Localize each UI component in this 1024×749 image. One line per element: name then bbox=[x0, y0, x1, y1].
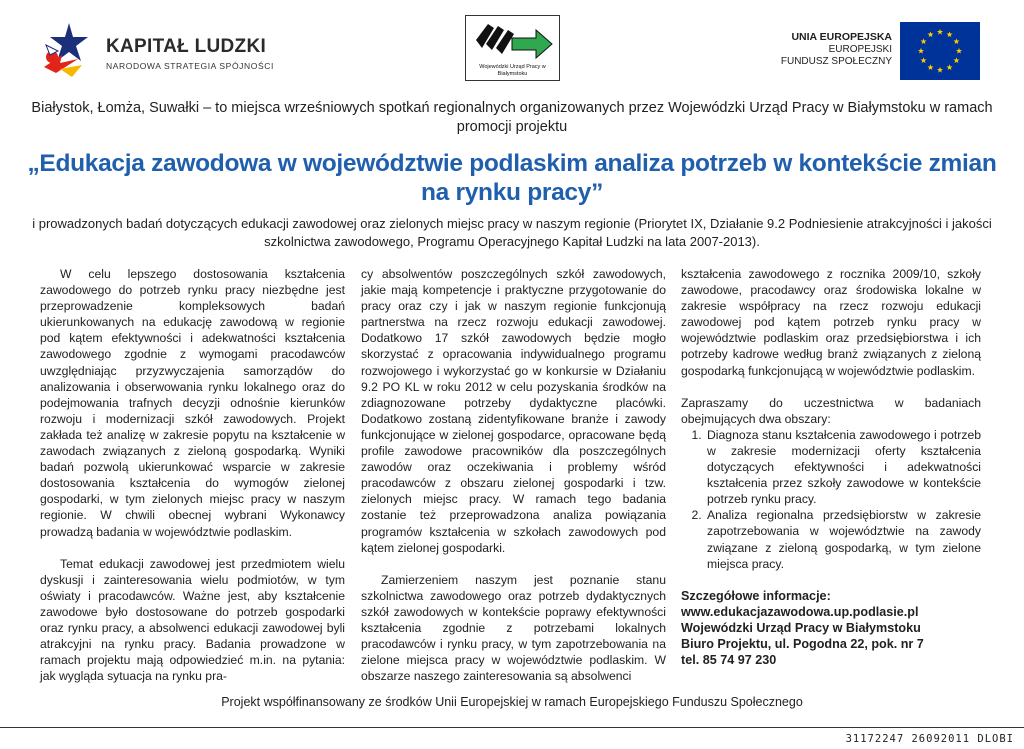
paragraph: cy absolwentów poszczególnych szkół zawodowych, jakie mają kompetencje i praktyczne przygotowanie do pracy oraz czy i jak w naszym regionie funkcjonują partnerstwa na rzecz rozwoju edukacji zawodowej. Dodatkowo 17 szkół zawodowych będzie mogło skorzystać z opracowania indywidualnego programu rozwojowego i wykorzystać go w konkursie w Działaniu 9.2 PO KL w roku 2012 w celu pozyskania środków na zdiagnozowane potrzeby dydaktyczne placówki. Dodatkowo zostaną zidentyfikowane branże i zawody funkcjonujące w zielonej gospodarce, opracowane będą profile zawodowe pracowników dla poszczególnych zawodów oraz oczekiwania i problemy wśród pracodawców z obszaru zielonej gospodarki i tzw. zielonych miejsc pracy. W ramach tego badania zostanie też przeprowadzona analiza powiązania programów kształcenia w szkołach zawodowych pod kątem zielonej gospodarki. bbox=[361, 267, 666, 555]
article-column-1 bbox=[40, 266, 345, 684]
contact-website-link[interactable]: www.edukacjazawodowa.up.podlasie.pl bbox=[681, 604, 919, 619]
research-areas-list bbox=[681, 427, 981, 572]
wup-logo bbox=[465, 15, 560, 81]
paragraph: Zapraszamy do uczestnictwa w badaniach obejmujących dwa obszary: bbox=[681, 395, 981, 426]
kapital-ludzki-subtitle: NARODOWA STRATEGIA SPÓJNOŚCI bbox=[106, 61, 274, 71]
list-item: 1. Diagnoza stanu kształcenia zawodowego i potrzeb w zakresie modernizacji oferty kształcenia dotyczących efektywności i adekwatności kształcenia przez szkoły zawodowe w kontekście potrzeb rynku pracy. bbox=[705, 427, 981, 507]
headline: „Edukacja zawodowa w województwie podlaskim analiza potrzeb w kontekście zmian na rynku pracy” bbox=[27, 150, 997, 206]
eu-logo-text bbox=[781, 31, 892, 69]
contact-address: Biuro Projektu, ul. Pogodna 22, pok. nr 7 bbox=[681, 636, 924, 651]
contact-organization: Wojewódzki Urząd Pracy w Białymstoku bbox=[681, 620, 921, 635]
contact-phone: tel. 85 74 97 230 bbox=[681, 652, 777, 667]
publication-code: 31172247 26092011 DLOBI bbox=[845, 733, 1014, 745]
eu-logo-line3: FUNDUSZ SPOŁECZNY bbox=[780, 56, 892, 67]
eu-flag-icon bbox=[900, 22, 980, 80]
contact-info bbox=[681, 588, 981, 668]
wup-arrow-logo bbox=[466, 16, 559, 64]
intro-text: Białystok, Łomża, Suwałki – to miejsca wrześniowych spotkań regionalnych organizowanych przez Wojewódzki Urząd Pracy w Białymstoku w ramach promocji projektu bbox=[31, 100, 993, 135]
wup-logo-text: Wojewódzki Urząd Pracy w Białymstoku bbox=[479, 64, 546, 77]
eu-logo-line1: UNIA EUROPEJSKA bbox=[791, 31, 892, 43]
paragraph: Zamierzeniem naszym jest poznanie stanu szkolnictwa zawodowego oraz potrzeb dydaktycznych szkół zawodowych w kontekście poprawy efektywności kształcenia zgodnie z potrzebami lokalnych pracodawców i rynku pracy, w tym zapotrzebowania na zielone miejsca pracy w województwie podlaskim. W obszarze naszego zainteresowania są absolwenci bbox=[361, 572, 666, 684]
kapital-ludzki-star-logo bbox=[38, 15, 100, 81]
contact-title: Szczegółowe informacje: bbox=[681, 588, 831, 603]
footer-note: Projekt współfinansowany ze środków Unii Europejskiej w ramach Europejskiego Funduszu Społecznego bbox=[221, 695, 803, 709]
article-column-2 bbox=[361, 266, 666, 684]
paragraph: Temat edukacji zawodowej jest przedmiotem wielu dyskusji i zainteresowania wielu podmiotów, w tym oświaty i pracodawców. Ważne jest, aby kształcenie zawodowe było dostosowane do potrzeb gospodarki oraz rynku pracy, a absolwenci edukacji zawodowej byli atrakcyjni na rynku pracy. Badania prowadzone w ramach projektu mają odpowiedzieć m.in. na pytania: jak wygląda sytuacja na rynku pra- bbox=[40, 556, 345, 684]
kapital-ludzki-title: KAPITAŁ LUDZKI bbox=[106, 36, 267, 57]
paragraph: W celu lepszego dostosowania kształcenia zawodowego do potrzeb rynku pracy niezbędne jest przeprowadzenie kompleksowych badań ukierunkowanych na edukację zawodową w regionie pod kątem efektywności i adekwatności kształcenia zawodowego zgodnie z wymogami pracodawców uwzględniając przyzwyczajenia samorządów do analizowania i obserwowania rynku lokalnego oraz do podejmowania trafnych decyzji odnośnie kierunków rozwoju i modernizacji szkół zawodowych. Projekt zakłada też analizę w zakresie popytu na kształcenie w zawodach związanych z zieloną gospodarką. Wyniki badań pozwolą ukierunkować wsparcie w zakresie dostosowania kształcenia do wymogów zielonej gospodarki, w tym zielonych miejsc pracy w naszym regionie. W chwili obecnej wybrani Wykonawcy prowadzą badania w województwie podlaskim. bbox=[40, 267, 345, 539]
paragraph: kształcenia zawodowego z rocznika 2009/10, szkoły zawodowe, pracodawcy oraz środowiska lokalne w zakresie współpracy na rzecz rozwoju edukacji zawodowej pod kątem potrzeb rynku pracy w województwie podlaskim oraz przedsiębiorstwa i ich potrzeby kadrowe według branż związanych z zieloną gospodarką funkcjonującą w województwie podlaskim. bbox=[681, 267, 981, 378]
subline: i prowadzonych badań dotyczących edukacji zawodowej oraz zielonych miejsc pracy w naszym regionie (Priorytet IX, Działanie 9.2 Podniesienie atrakcyjności i jakości szkolnictwa zawodowego, Programu Operacyjnego Kapitał Ludzki na lata 2007-2013). bbox=[32, 216, 992, 249]
eu-logo-line2: EUROPEJSKI bbox=[828, 43, 892, 55]
eu-logo bbox=[780, 18, 980, 80]
article-column-3 bbox=[681, 266, 981, 668]
kapital-ludzki-logo bbox=[38, 15, 278, 85]
list-item: 2. Analiza regionalna przedsiębiorstw w zakresie zapotrzebowania w województwie na zawody związane z zieloną gospodarką, w tym zielone miejsca pracy. bbox=[705, 507, 981, 571]
bottom-divider bbox=[0, 727, 1024, 728]
